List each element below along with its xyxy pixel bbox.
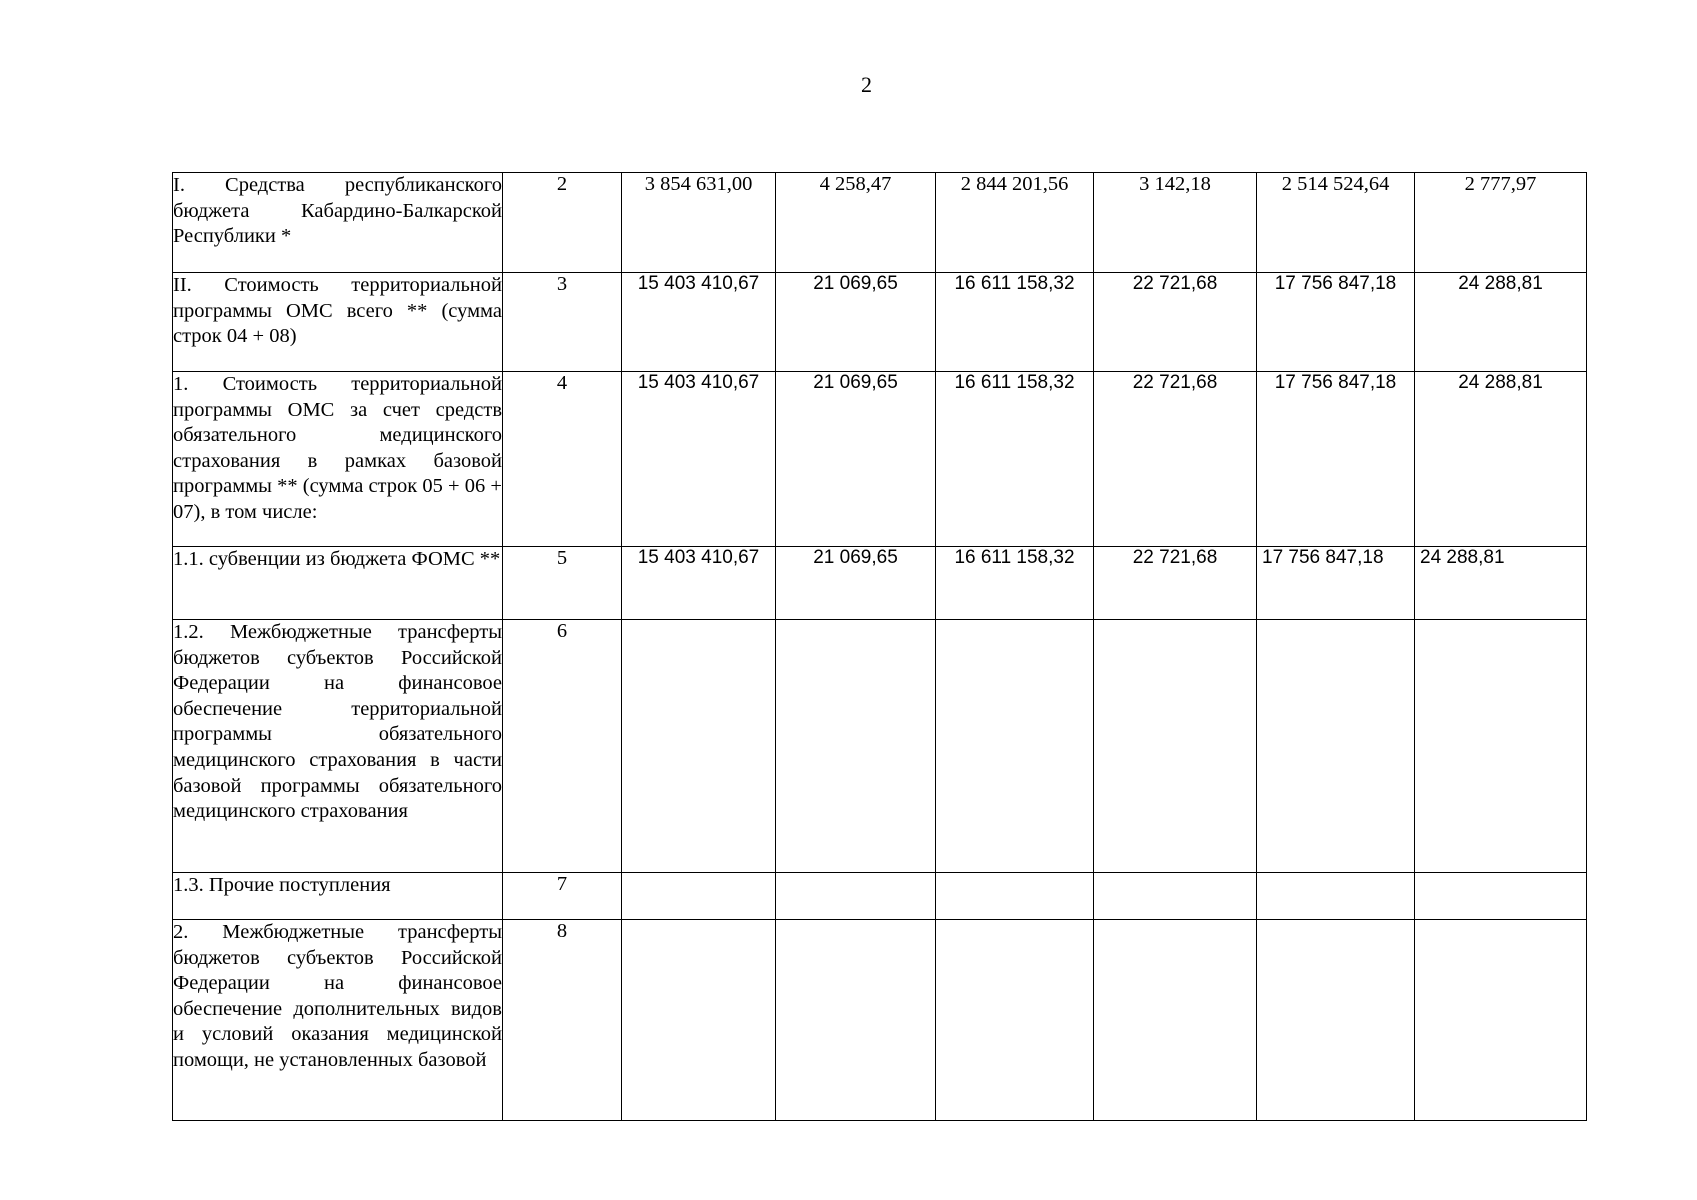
value-cell	[776, 620, 936, 873]
value-cell: 24 288,81	[1415, 547, 1587, 620]
row-number: 2	[503, 173, 622, 273]
value-cell	[776, 873, 936, 920]
value-cell	[936, 873, 1094, 920]
value-cell: 21 069,65	[776, 372, 936, 547]
table-row	[173, 873, 1587, 920]
row-number: 3	[503, 273, 622, 372]
row-name: 1.1. субвенции из бюджета ФОМС **	[173, 547, 503, 620]
table-row	[173, 620, 1587, 873]
value-cell: 2 844 201,56	[936, 173, 1094, 273]
value-cell	[1415, 620, 1587, 873]
value-cell	[1257, 873, 1415, 920]
value-cell	[1415, 920, 1587, 1121]
row-name: 1.3. Прочие поступления	[173, 873, 503, 920]
row-number: 4	[503, 372, 622, 547]
value-cell: 16 611 158,32	[936, 547, 1094, 620]
budget-table	[172, 172, 1587, 1121]
value-cell: 2 514 524,64	[1257, 173, 1415, 273]
value-cell	[1094, 620, 1257, 873]
value-cell: 24 288,81	[1415, 273, 1587, 372]
value-cell: 21 069,65	[776, 547, 936, 620]
table-row	[173, 920, 1587, 1121]
table-row	[173, 173, 1587, 273]
value-cell: 22 721,68	[1094, 372, 1257, 547]
row-number: 6	[503, 620, 622, 873]
row-name: 2. Межбюджетные трансферты бюджетов субъектов Российской Федерации на финансовое обеспечение дополнительных видов и условий оказания медицинской помощи, не установленных базовой	[173, 920, 503, 1121]
value-cell: 3 854 631,00	[622, 173, 776, 273]
table-row	[173, 372, 1587, 547]
value-cell: 17 756 847,18	[1257, 273, 1415, 372]
value-cell	[1257, 620, 1415, 873]
value-cell: 21 069,65	[776, 273, 936, 372]
value-cell: 17 756 847,18	[1257, 372, 1415, 547]
value-cell: 15 403 410,67	[622, 372, 776, 547]
row-name: II. Стоимость территориальной программы ОМС всего ** (сумма строк 04 + 08)	[173, 273, 503, 372]
row-number: 5	[503, 547, 622, 620]
value-cell: 15 403 410,67	[622, 273, 776, 372]
page-number: 2	[861, 72, 872, 97]
value-cell	[776, 920, 936, 1121]
value-cell: 16 611 158,32	[936, 273, 1094, 372]
row-name: I. Средства республиканского бюджета Кабардино-Балкарской Республики *	[173, 173, 503, 273]
row-name: 1.2. Межбюджетные трансферты бюджетов субъектов Российской Федерации на финансовое обеспечение территориальной программы обязательного медицинского страхования в части базовой программы обязательного медицинского страхования	[173, 620, 503, 873]
row-name: 1. Стоимость территориальной программы ОМС за счет средств обязательного медицинского страхования в рамках базовой программы ** (сумма строк 05 + 06 + 07), в том числе:	[173, 372, 503, 547]
value-cell: 17 756 847,18	[1257, 547, 1415, 620]
value-cell: 2 777,97	[1415, 173, 1587, 273]
value-cell: 3 142,18	[1094, 173, 1257, 273]
table-row	[173, 273, 1587, 372]
row-number: 8	[503, 920, 622, 1121]
value-cell	[936, 920, 1094, 1121]
value-cell: 22 721,68	[1094, 273, 1257, 372]
value-cell: 24 288,81	[1415, 372, 1587, 547]
value-cell	[1094, 873, 1257, 920]
value-cell	[1257, 920, 1415, 1121]
row-number: 7	[503, 873, 622, 920]
value-cell	[622, 620, 776, 873]
table-row	[173, 547, 1587, 620]
value-cell: 4 258,47	[776, 173, 936, 273]
value-cell	[622, 920, 776, 1121]
value-cell	[622, 873, 776, 920]
value-cell	[1415, 873, 1587, 920]
value-cell: 16 611 158,32	[936, 372, 1094, 547]
value-cell: 15 403 410,67	[622, 547, 776, 620]
value-cell	[936, 620, 1094, 873]
value-cell	[1094, 920, 1257, 1121]
value-cell: 22 721,68	[1094, 547, 1257, 620]
